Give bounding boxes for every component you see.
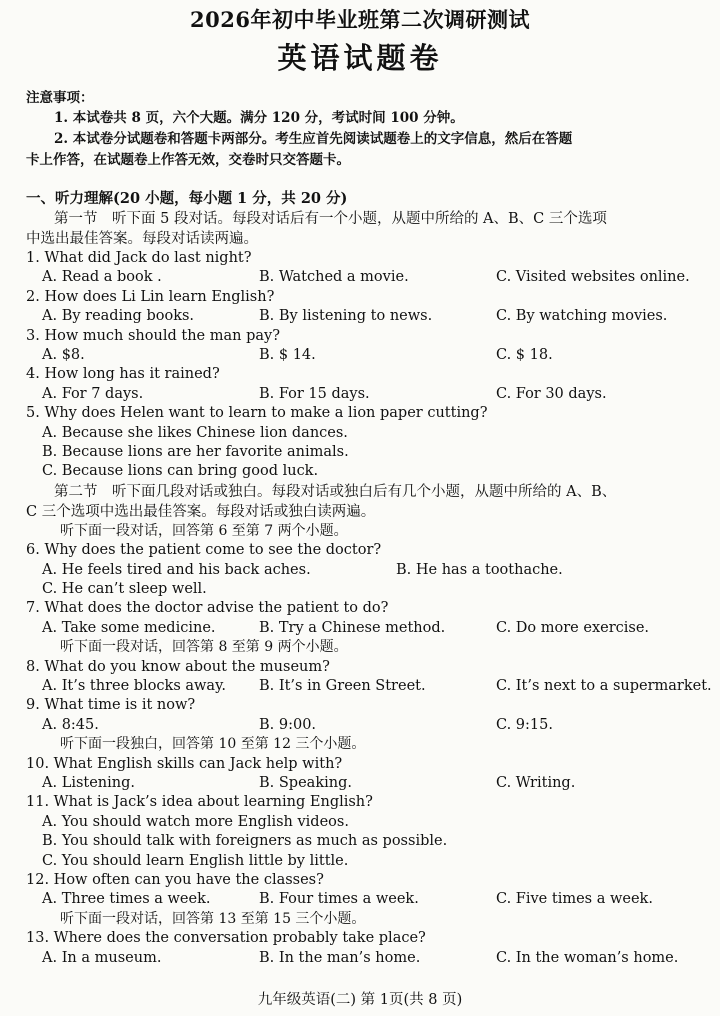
option-c: C. In the woman’s home. — [496, 949, 679, 966]
part1-instruction-line1: 第一节 听下面 5 段对话。每段对话后有一个小题，从题中所给的 A、B、C 三个选项 — [54, 211, 607, 227]
option-c: C. 9:15. — [496, 716, 553, 733]
question-12: 12. How often can you have the classes? — [26, 872, 324, 889]
option-b: B. $ 14. — [259, 347, 316, 363]
option-b: B. Because lions are her favorite animals. — [42, 444, 349, 460]
question-1-options — [26, 268, 694, 287]
exam-title: 2026年初中毕业班第二次调研测试 — [190, 7, 530, 32]
question-3-options — [26, 346, 694, 365]
option-c: C. Writing. — [496, 775, 576, 792]
option-a: A. Take some medicine. — [42, 619, 216, 636]
option-b: B. Watched a movie. — [259, 269, 409, 286]
question-13-options — [26, 949, 694, 968]
option-c: C. Do more exercise. — [496, 619, 650, 636]
question-1: 1. What did Jack do last night? — [26, 250, 252, 266]
notice-item-2-line1: 2. 本试卷分试题卷和答题卡两部分。考生应首先阅读试题卷上的文字信息，然后在答题 — [54, 131, 573, 147]
option-b: B. Speaking. — [259, 775, 352, 792]
question-4: 4. How long has it rained? — [26, 366, 220, 383]
listening-instruction: 听下面一段对话，回答第 8 至第 9 两个小题。 — [60, 639, 348, 656]
option-b: B. In the man’s home. — [259, 949, 421, 966]
question-7: 7. What does the doctor advise the patient to do? — [26, 600, 389, 617]
option-c: C. For 30 days. — [496, 385, 607, 402]
option-c: C. Visited websites online. — [496, 269, 690, 286]
option-b: B. For 15 days. — [259, 385, 370, 402]
question-10-options — [26, 774, 694, 793]
listening-instruction: 听下面一段对话，回答第 13 至第 15 三个小题。 — [60, 910, 366, 927]
option-a: A. It’s three blocks away. — [42, 678, 226, 695]
question-5: 5. Why does Helen want to learn to make a lion paper cutting? — [26, 405, 488, 422]
option-a: A. By reading books. — [42, 308, 195, 325]
option-a: A. 8:45. — [42, 716, 99, 733]
question-8: 8. What do you know about the museum? — [26, 658, 330, 675]
part1-instruction-line2: 中选出最佳答案。每段对话读两遍。 — [26, 231, 258, 247]
question-2: 2. How does Li Lin learn English? — [26, 288, 275, 305]
option-a: A. You should watch more English videos. — [42, 813, 349, 830]
option-b: B. It’s in Green Street. — [259, 678, 426, 695]
option-c: C. By watching movies. — [496, 308, 668, 325]
listening-instruction: 听下面一段对话，回答第 6 至第 7 两个小题。 — [60, 522, 348, 539]
option-b: B. By listening to news. — [259, 308, 433, 325]
notice-heading: 注意事项： — [26, 90, 94, 106]
option-a: A. $8. — [42, 347, 85, 363]
option-c: C. You should learn English little by little. — [42, 852, 349, 869]
part2-instruction-line1: 第二节 听下面几段对话或独白。每段对话或独白后有几个小题，从题中所给的 A、B、 — [54, 483, 617, 500]
question-6-options — [26, 561, 694, 580]
exam-subtitle: 英语试题卷 — [277, 41, 443, 75]
option-a: A. Read a book . — [42, 269, 162, 286]
section-heading: 一、听力理解(20 小题，每小题 1 分，共 20 分) — [26, 190, 348, 207]
question-6: 6. Why does the patient come to see the doctor? — [26, 542, 382, 559]
option-c: C. He can’t sleep well. — [42, 581, 207, 598]
option-a: A. Because she likes Chinese lion dances. — [42, 424, 348, 441]
question-3: 3. How much should the man pay? — [26, 327, 280, 344]
option-a: A. For 7 days. — [42, 385, 144, 402]
option-b: B. 9:00. — [259, 716, 317, 733]
question-9-options — [26, 716, 694, 735]
question-9: 9. What time is it now? — [26, 697, 196, 714]
option-b: B. He has a toothache. — [396, 561, 563, 578]
option-c: C. Because lions can bring good luck. — [42, 463, 319, 480]
option-b: B. You should talk with foreigners as much as possible. — [42, 833, 448, 850]
option-c: C. $ 18. — [496, 347, 553, 363]
question-13: 13. Where does the conversation probably take place? — [26, 930, 426, 947]
part2-instruction-line2: C 三个选项中选出最佳答案。每段对话或独白读两遍。 — [26, 503, 376, 520]
question-4-options — [26, 385, 694, 404]
option-b: B. Try a Chinese method. — [259, 619, 446, 636]
notice-item-1: 1. 本试卷共 8 页，六个大题。满分 120 分，考试时间 100 分钟。 — [54, 110, 464, 126]
option-a: A. Listening. — [42, 775, 136, 792]
question-7-options — [26, 619, 694, 638]
listening-instruction: 听下面一段独白，回答第 10 至第 12 三个小题。 — [60, 736, 366, 753]
option-a: A. He feels tired and his back aches. — [42, 561, 311, 578]
option-a: A. Three times a week. — [42, 891, 211, 908]
question-8-options — [26, 677, 712, 696]
option-b: B. Four times a week. — [259, 891, 419, 908]
option-c: C. It’s next to a supermarket. — [496, 678, 712, 695]
question-2-options — [26, 307, 694, 326]
question-10: 10. What English skills can Jack help with? — [26, 755, 343, 772]
option-a: A. In a museum. — [42, 949, 162, 966]
notice-item-2-line2: 卡上作答，在试题卷上作答无效，交卷时只交答题卡。 — [26, 152, 350, 168]
question-12-options — [26, 890, 694, 909]
option-c: C. Five times a week. — [496, 891, 653, 908]
question-11: 11. What is Jack’s idea about learning English? — [26, 794, 373, 811]
page-footer: 九年级英语(二) 第 1页(共 8 页) — [257, 992, 463, 1008]
